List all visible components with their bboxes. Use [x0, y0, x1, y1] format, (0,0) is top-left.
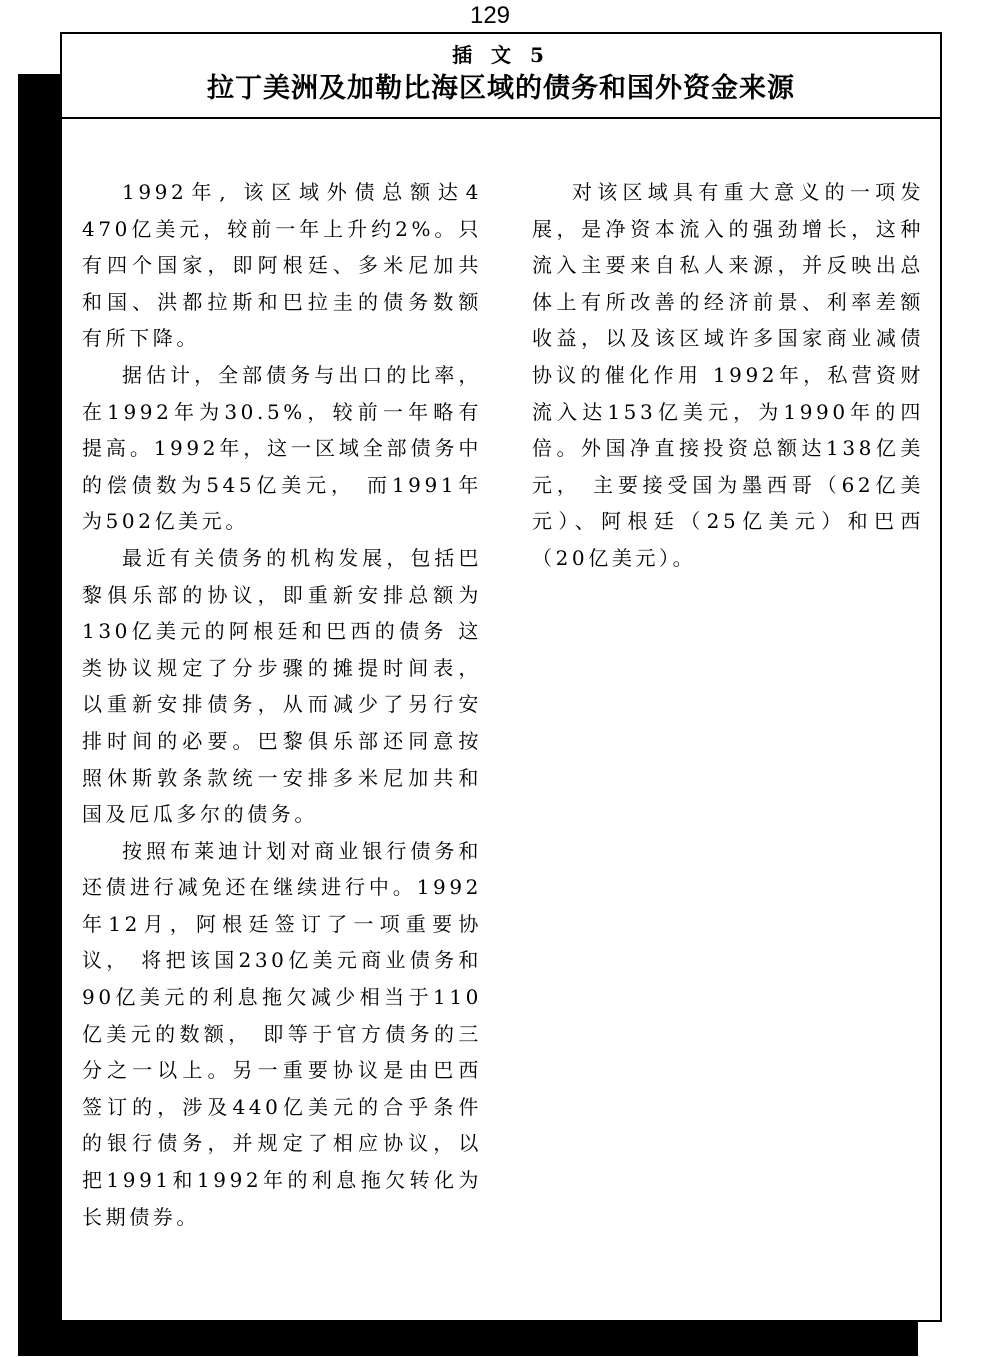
page-number: 129 — [469, 2, 511, 29]
left-column — [82, 174, 482, 1235]
box-title: 拉丁美洲及加勒比海区域的债务和国外资金来源 — [207, 73, 795, 104]
paragraph: 据估计，全部债务与出口的比率，在1992年为30.5%，较前一年略有提高。1992年，这一区域全部债务中的偿债数为545亿美元， 而1991年为502亿美元。 — [82, 362, 482, 534]
paragraph: 按照布莱迪计划对商业银行债务和还债进行减免还在继续进行中。1992年12月，阿根廷签订了一项重要协议， 将把该国230亿美元商业债务和90亿美元的利息拖欠减少相当于110亿美元的数额， 即等于官方债务的三分之一以上。另一重要协议是由巴西签订的，涉及440亿美元的合乎条件的银行债务，并规定了相应协议，以把1991和1992年的利息拖欠转化为长期债券。 — [82, 838, 482, 1229]
paragraph: 对该区域具有重大意义的一项发展，是净资本流入的强劲增长，这种流入主要来自私人来源，并反映出总体上有所改善的经济前景、利率差额收益，以及该区域许多国家商业减债协议的催化作用 1992年，私营资财流入达153亿美元，为1990年的四倍。外国净直接投资总额达138亿美元， 主要接受国为墨西哥（62亿美元）、阿根廷（25亿美元）和巴西（20亿美元）。 — [532, 180, 924, 570]
insert-box — [60, 32, 942, 1322]
paragraph: 最近有关债务的机构发展，包括巴黎俱乐部的协议，即重新安排总额为130亿美元的阿根廷和巴西的债务 这类协议规定了分步骤的摊提时间表，以重新安排债务，从而减少了另行安排时间的必要。巴黎俱乐部还同意按照休斯敦条款统一安排多米尼加共和国及厄瓜多尔的债务。 — [82, 545, 482, 827]
paragraph: 1992年, 该区域外债总额达4 470亿美元，较前一年上升约2%。只有四个国家，即阿根廷、多米尼加共和国、洪都拉斯和巴拉圭的债务数额有所下降。 — [82, 180, 482, 351]
right-column — [532, 174, 924, 577]
box-label: 插 文 5 — [452, 43, 550, 67]
box-header — [62, 34, 940, 119]
